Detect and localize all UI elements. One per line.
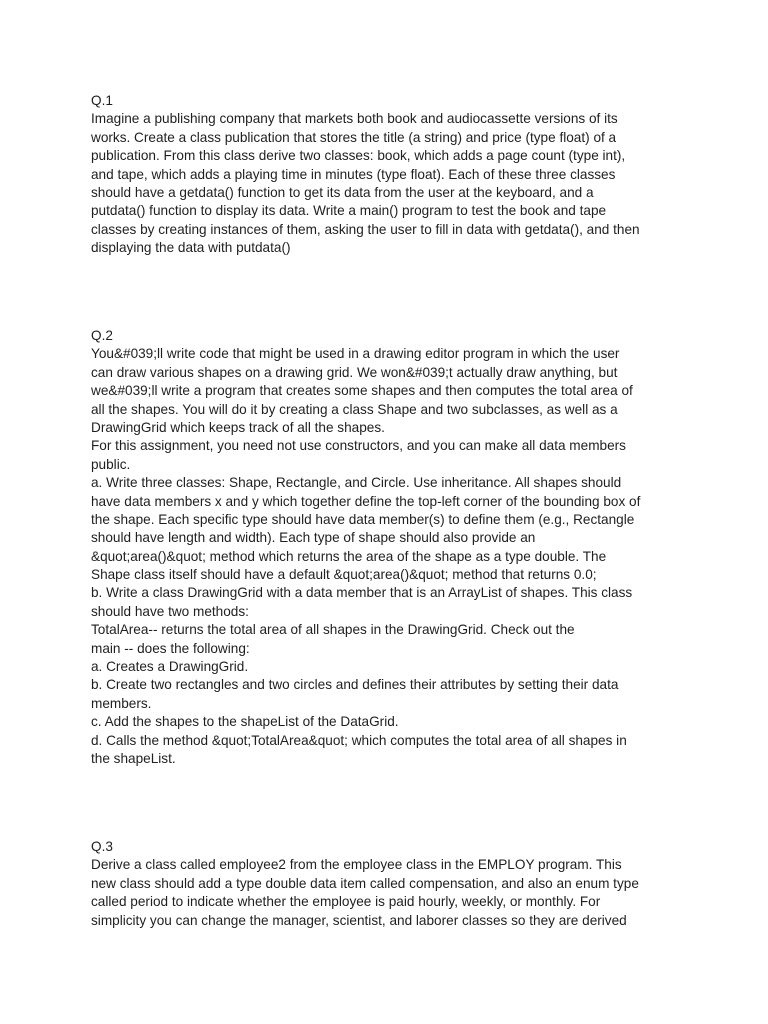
question-1-text-line: works. Create a class publication that stores the title (a string) and price (type float) of a: [91, 129, 617, 145]
question-1-text-line: putdata() function to display its data. Write a main() program to test the book and tape: [91, 203, 607, 219]
question-2-text-line: can draw various shapes on a drawing grid. We won&#039;t actually draw anything, but: [91, 364, 618, 380]
question-2-text-line: TotalArea-- returns the total area of all shapes in the DrawingGrid. Check out the: [91, 622, 575, 638]
question-2-text-line: For this assignment, you need not use constructors, and you can make all data members: [91, 438, 626, 454]
question-2-text-line: b. Create two rectangles and two circles and defines their attributes by setting their data: [91, 677, 619, 693]
question-2-text-line: all the shapes. You will do it by creating a class Shape and two subclasses, as well as a: [91, 401, 618, 417]
question-2-text-line: main -- does the following:: [91, 640, 250, 656]
question-2-text-line: have data members x and y which together define the top-left corner of the bounding box of: [91, 493, 641, 509]
question-2-text-line: Shape class itself should have a default &quot;area()&quot; method that returns 0.0;: [91, 567, 597, 583]
question-1-text-line: classes by creating instances of them, asking the user to fill in data with getdata(), and then: [91, 221, 640, 237]
question-2-text-line: a. Creates a DrawingGrid.: [91, 659, 249, 675]
question-2-text-line: the shape. Each specific type should have data member(s) to define them (e.g., Rectangle: [91, 511, 635, 527]
question-3-text-line: new class should add a type double data item called compensation, and also an enum type: [91, 875, 639, 891]
question-1-text-line: should have a getdata() function to get its data from the user at the keyboard, and a: [91, 184, 594, 200]
question-1-text-line: Imagine a publishing company that markets both book and audiocassette versions of its: [91, 111, 618, 127]
question-2-text-line: public.: [91, 456, 131, 472]
question-3-text-line: called period to indicate whether the employee is paid hourly, weekly, or monthly. For: [91, 894, 601, 910]
question-2-heading: Q.2: [91, 328, 113, 343]
question-3-text-line: Derive a class called employee2 from the employee class in the EMPLOY program. This: [91, 857, 622, 873]
question-2-text-line: a. Write three classes: Shape, Rectangle, and Circle. Use inheritance. All shapes should: [91, 475, 622, 491]
question-2-text-line: &quot;area()&quot; method which returns the area of the shape as a type double. The: [91, 548, 607, 564]
question-2-text-line: c. Add the shapes to the shapeList of the DataGrid.: [91, 714, 399, 730]
question-2-text-line: You&#039;ll write code that might be used in a drawing editor program in which the user: [91, 346, 620, 362]
question-2-text-line: members.: [91, 695, 152, 711]
question-3: [91, 838, 691, 930]
question-2-text-line: the shapeList.: [91, 750, 176, 766]
question-3-text-line: simplicity you can change the manager, scientist, and laborer classes so they are derived: [91, 912, 627, 928]
question-1: [91, 92, 691, 258]
question-1-text-line: displaying the data with putdata(): [91, 240, 291, 256]
question-2-text-line: we&#039;ll write a program that creates some shapes and then computes the total area of: [91, 383, 633, 399]
question-2-text-line: d. Calls the method &quot;TotalArea&quot; which computes the total area of all shapes in: [91, 732, 627, 748]
question-2: [91, 327, 691, 768]
question-1-text-line: publication. From this class derive two classes: book, which adds a page count (type int),: [91, 148, 626, 164]
question-1-text-line: and tape, which adds a playing time in minutes (type float). Each of these three classes: [91, 166, 616, 182]
question-2-text-line: should have two methods:: [91, 603, 249, 619]
question-2-text-line: should have length and width). Each type of shape should also provide an: [91, 530, 536, 546]
question-1-heading: Q.1: [91, 93, 113, 108]
question-2-text-line: DrawingGrid which keeps track of all the shapes.: [91, 419, 385, 435]
question-3-heading: Q.3: [91, 839, 113, 854]
question-2-text-line: b. Write a class DrawingGrid with a data member that is an ArrayList of shapes. This class: [91, 585, 633, 601]
